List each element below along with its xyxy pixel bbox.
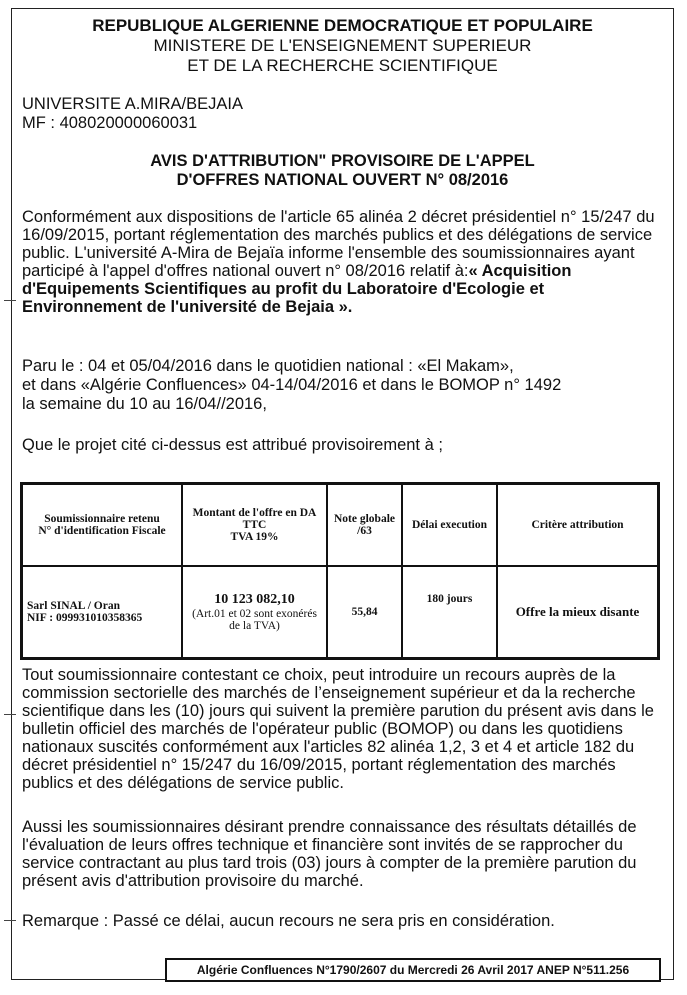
ministry-heading-line2: ET DE LA RECHERCHE SCIENTIFIQUE: [187, 56, 498, 75]
bidder-company: Sarl SINAL / Oran: [27, 599, 120, 612]
results-table: [20, 482, 660, 660]
intro-paragraph: [22, 208, 667, 316]
margin-mark: [4, 300, 16, 301]
recourse-paragraph: Tout soumissionnaire contestant ce choix, peut introduire un recours auprès de la commission sectorielle des marchés de l’enseignement supérieur et da la recherche scientifique dans les (10) jours qui suivent la première parution du présent avis dans le bulletin officiel des marchés de l'opérateur public (BOMOP) ou dans les quotidiens nationaux suscités conformément aux l'articles 82 alinéa 1,2, 3 et 4 et article 182 du décret présidentiel n° 15/247 du 16/09/2015, portant réglementation des marchés publics et des délégations de service public.: [22, 666, 654, 792]
intro-text: Conformément aux dispositions de l'article 65 alinéa 2 décret présidentiel n° 15/247 du 16/09/2015, portant réglementation des marchés publics et des délégations de service public. L'université A-Mira de Bejaïa informe l'ensemble des soumissionnaires ayant participé à l'appel d'offres national ouvert n° 08/2016 relatif à:: [22, 208, 655, 280]
amount-value: 10 123 082,10: [214, 591, 295, 607]
header-bidder: Soumissionnaire retenu N° d'identification Fiscale: [22, 484, 183, 566]
header-amount: Montant de l'offre en DA TTC TVA 19%: [182, 484, 327, 566]
publication-line1: Paru le : 04 et 05/04/2016 dans le quotidien national : «El Makam»,: [22, 357, 514, 375]
notice-title-line1: AVIS D'ATTRIBUTION" PROVISOIRE DE L'APPEL: [150, 152, 535, 170]
bidder-nif: NIF : 099931010358365: [27, 611, 143, 624]
margin-mark: [4, 714, 16, 715]
margin-mark: [4, 920, 16, 921]
consultation-paragraph: Aussi les soumissionnaires désirant prendre connaissance des résultats détaillés de l'évaluation de leurs offres technique et financière sont invités de se rapprocher du service contractant au plus tard trois (03) jours à compter de la première parution du présent avis d'attribution provisoire du marché.: [22, 818, 637, 890]
header-delay: Délai execution: [402, 484, 497, 566]
header-score: Note globale /63: [327, 484, 402, 566]
university-name: UNIVERSITE A.MIRA/BEJAIA: [22, 95, 243, 113]
cell-delay: 180 jours: [402, 566, 497, 659]
remark-line: Remarque : Passé ce délai, aucun recours ne sera pris en considération.: [22, 912, 555, 930]
cell-amount: 10 123 082,10 (Art.01 et 02 sont exonérés de la TVA): [182, 566, 327, 659]
cell-criterion: Offre la mieux disante: [497, 566, 659, 659]
publication-footer: Algérie Confluences N°1790/2607 du Mercredi 26 Avril 2017 ANEP N°511.256: [165, 958, 661, 982]
mf-number: MF : 408020000060031: [22, 114, 198, 132]
republic-heading: REPUBLIQUE ALGERIENNE DEMOCRATIQUE ET POPULAIRE: [92, 16, 593, 35]
ministry-heading-line1: MINISTERE DE L'ENSEIGNEMENT SUPERIEUR: [153, 36, 532, 55]
publication-line2: et dans «Algérie Confluences» 04-14/04/2016 et dans le BOMOP n° 1492: [22, 376, 562, 394]
attribution-statement: Que le projet cité ci-dessus est attribué provisoirement à ;: [22, 436, 443, 454]
intro-subject: « Acquisition d'Equipements Scientifiques au profit du Laboratoire d'Ecologie et Environnement de l'université de Bejaia ».: [22, 262, 572, 316]
cell-score: 55,84: [327, 566, 402, 659]
cell-bidder: [22, 566, 183, 659]
publication-line3: la semaine du 10 au 16/04//2016,: [22, 395, 267, 413]
header-criterion: Critère attribution: [497, 484, 659, 566]
table-row: [22, 566, 659, 659]
notice-title-line2: D'OFFRES NATIONAL OUVERT N° 08/2016: [176, 171, 509, 189]
table-header-row: [22, 484, 659, 566]
